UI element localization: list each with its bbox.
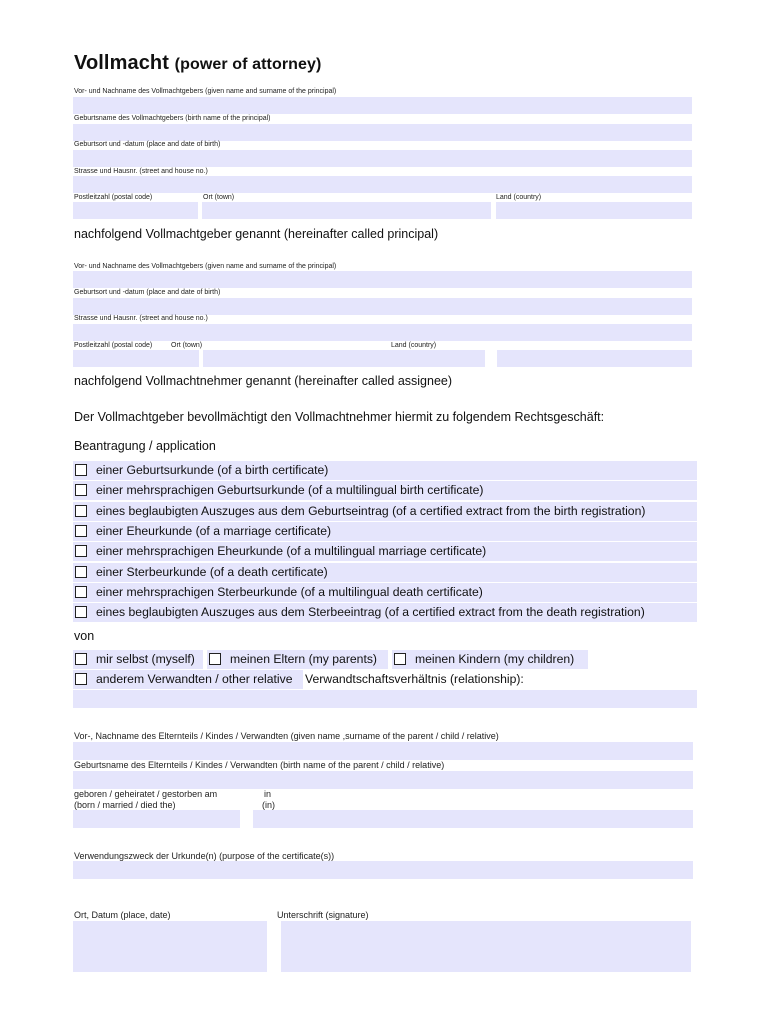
relationship-label: Verwandtschaftsverhältnis (relationship):	[305, 672, 524, 686]
principal-postal-label: Postleitzahl (postal code)	[74, 194, 153, 201]
assignee-street-field[interactable]	[73, 324, 692, 341]
signature-field[interactable]	[281, 921, 691, 972]
purpose-label: Verwendungszweck der Urkunde(n) (purpose of the certificate(s))	[74, 851, 335, 861]
application-option-checkbox[interactable]	[75, 505, 87, 517]
assignee-name-label: Vor- und Nachname des Vollmachtgebers (given name and surname of the principal)	[74, 263, 337, 270]
option-other-relative-label: anderem Verwandten / other relative	[96, 672, 293, 686]
principal-town-label: Ort (town)	[203, 194, 235, 201]
checkbox-myself[interactable]	[75, 653, 87, 665]
assignee-postal-label: Postleitzahl (postal code)	[74, 342, 153, 349]
principal-closing-text: nachfolgend Vollmachtgeber genannt (hereinafter called principal)	[74, 227, 439, 241]
application-option-checkbox[interactable]	[75, 464, 87, 476]
assignee-birth-place-date-field[interactable]	[73, 298, 692, 315]
application-option-label: einer mehrsprachigen Geburtsurkunde (of a multilingual birth certificate)	[96, 483, 484, 497]
principal-name-label: Vor- und Nachname des Vollmachtgebers (given name and surname of the principal)	[74, 88, 337, 95]
checkbox-parents[interactable]	[209, 653, 221, 665]
application-option-checkbox[interactable]	[75, 586, 87, 598]
application-option-checkbox[interactable]	[75, 566, 87, 578]
relative-birth-name-field[interactable]	[73, 771, 693, 789]
application-option-checkbox[interactable]	[75, 525, 87, 537]
assignee-town-field[interactable]	[203, 350, 485, 367]
page-title	[74, 52, 321, 75]
relative-in-label: in	[264, 789, 272, 799]
assignee-town-label: Ort (town)	[171, 342, 203, 349]
checkbox-children[interactable]	[394, 653, 406, 665]
checkbox-other-relative[interactable]	[75, 673, 87, 685]
title-sub: (power of attorney)	[174, 56, 322, 73]
relationship-field[interactable]	[73, 690, 697, 708]
relative-birth-name-label: Geburtsname des Elternteils / Kindes / Verwandten (birth name of the parent / child / relative)	[74, 760, 445, 770]
application-option-label: einer Geburtsurkunde (of a birth certificate)	[96, 463, 329, 477]
application-option-checkbox[interactable]	[75, 545, 87, 557]
assignee-closing-text: nachfolgend Vollmachtnehmer genannt (hereinafter called assignee)	[74, 374, 453, 388]
principal-country-label: Land (country)	[496, 194, 542, 201]
option-myself-label: mir selbst (myself)	[96, 652, 195, 666]
principal-name-field[interactable]	[73, 97, 692, 114]
assignee-postal-field[interactable]	[73, 350, 199, 367]
principal-town-field[interactable]	[202, 202, 491, 219]
application-option-label: einer mehrsprachigen Sterbeurkunde (of a multilingual death certificate)	[96, 585, 483, 599]
principal-birth-name-label: Geburtsname des Vollmachtgebers (birth name of the principal)	[74, 115, 271, 122]
signature-label: Unterschrift (signature)	[277, 910, 369, 920]
assignee-name-field[interactable]	[73, 271, 692, 288]
relative-name-label: Vor-, Nachname des Elternteils / Kindes / Verwandten (given name ,surname of the parent / child / relative)	[74, 731, 499, 741]
place-date-field[interactable]	[73, 921, 267, 972]
title-main: Vollmacht	[74, 52, 169, 74]
von-label: von	[74, 629, 95, 643]
assignee-street-label: Strasse und Hausnr. (street and house no.)	[74, 315, 208, 322]
assignee-country-label: Land (country)	[391, 342, 437, 349]
relative-in-label-en: (in)	[262, 800, 275, 810]
assignee-country-field[interactable]	[497, 350, 692, 367]
application-option-label: eines beglaubigten Auszuges aus dem Geburtseintrag (of a certified extract from the birth registration)	[96, 504, 646, 518]
principal-postal-field[interactable]	[73, 202, 198, 219]
application-option-label: eines beglaubigten Auszuges aus dem Sterbeeintrag (of a certified extract from the death registration)	[96, 605, 645, 619]
option-parents-label: meinen Eltern (my parents)	[230, 652, 377, 666]
principal-birth-place-date-label: Geburtsort und -datum (place and date of birth)	[74, 141, 221, 148]
application-option-label: einer Eheurkunde (of a marriage certificate)	[96, 524, 332, 538]
authorization-text: Der Vollmachtgeber bevollmächtigt den Vollmachtnehmer hiermit zu folgendem Rechtsgeschäft:	[74, 410, 605, 424]
application-option-checkbox[interactable]	[75, 606, 87, 618]
option-children-label: meinen Kindern (my children)	[415, 652, 575, 666]
application-option-checkbox[interactable]	[75, 484, 87, 496]
application-option-label: einer Sterbeurkunde (of a death certificate)	[96, 565, 328, 579]
principal-birth-place-date-field[interactable]	[73, 150, 692, 167]
principal-country-field[interactable]	[496, 202, 692, 219]
relative-place-field[interactable]	[253, 810, 693, 828]
place-date-label: Ort, Datum (place, date)	[74, 910, 171, 920]
relative-born-label-en: (born / married / died the)	[74, 800, 176, 810]
assignee-birth-place-date-label: Geburtsort und -datum (place and date of birth)	[74, 289, 221, 296]
relative-name-field[interactable]	[73, 742, 693, 760]
relative-date-field[interactable]	[73, 810, 240, 828]
principal-birth-name-field[interactable]	[73, 124, 692, 141]
principal-street-field[interactable]	[73, 176, 692, 193]
purpose-field[interactable]	[73, 861, 693, 879]
application-heading: Beantragung / application	[74, 439, 216, 453]
relative-born-label: geboren / geheiratet / gestorben am	[74, 789, 218, 799]
application-option-label: einer mehrsprachigen Eheurkunde (of a multilingual marriage certificate)	[96, 544, 487, 558]
principal-street-label: Strasse und Hausnr. (street and house no.)	[74, 168, 208, 175]
